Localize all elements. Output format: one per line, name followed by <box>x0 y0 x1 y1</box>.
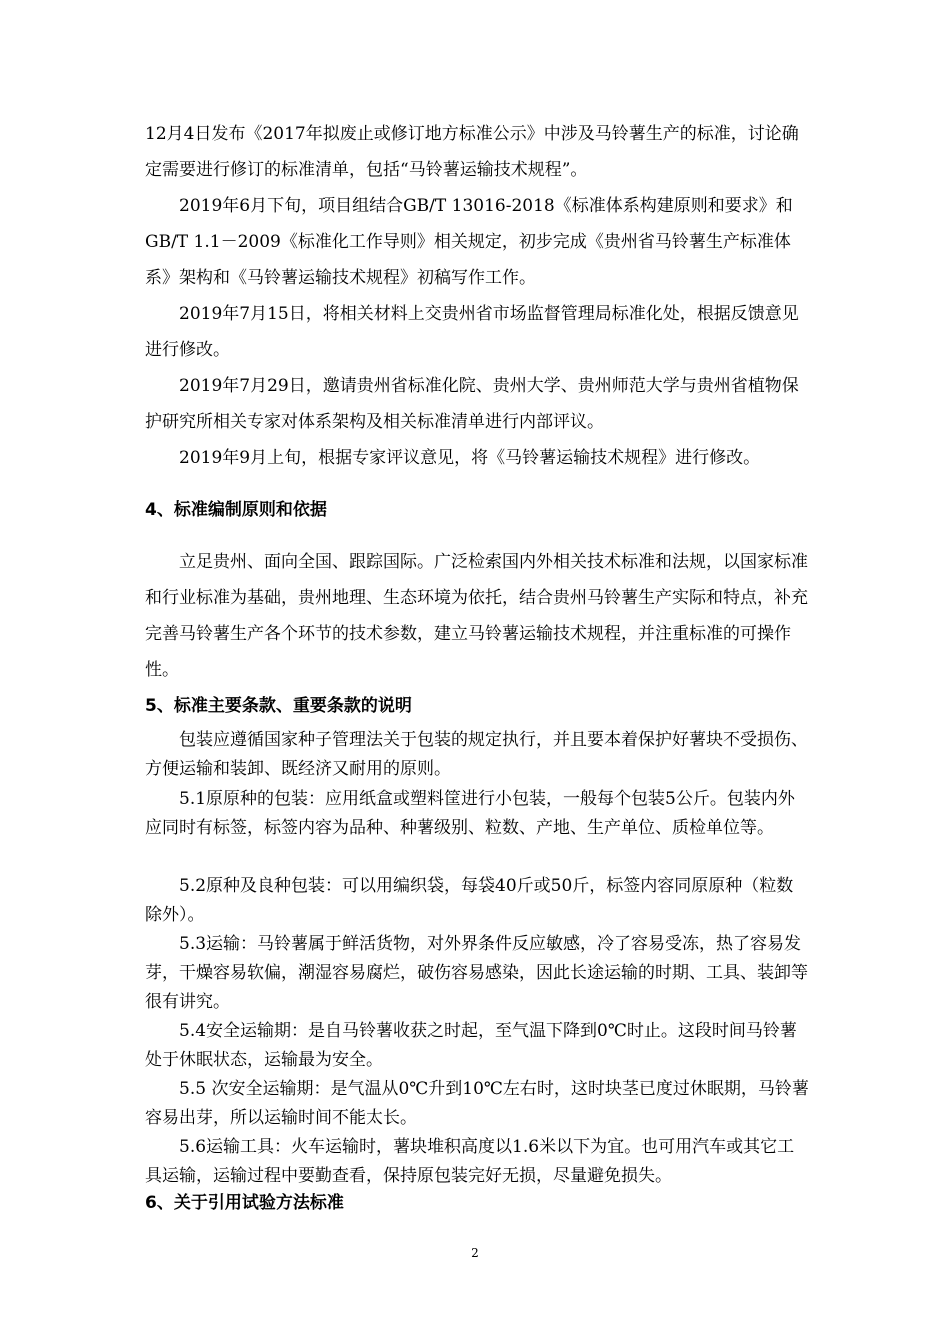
section-4-heading: 4、标准编制原则和依据 <box>145 500 327 520</box>
item-5-1: 5.1原原种的包装：应用纸盒或塑料筐进行小包装，一般每个包装5公斤。包装内外应同时有标签，标签内容为品种、种薯级别、粒数、产地、生产单位、质检单位等。 <box>145 789 795 838</box>
section-4-body: 立足贵州、面向全国、跟踪国际。广泛检索国内外相关技术标准和法规，以国家标准和行业标准为基础，贵州地理、生态环境为依托，结合贵州马铃薯生产实际和特点，补充完善马铃薯生产各个环节的技术参数，建立马铃薯运输技术规程，并注重标准的可操作性。 <box>145 552 808 680</box>
paragraph-dec4: 12月4日发布《2017年拟废止或修订地方标准公示》中涉及马铃薯生产的标准，讨论确定需要进行修订的标准清单，包括“马铃薯运输技术规程”。 <box>145 124 799 180</box>
paragraph-jun2019: 2019年6月下旬，项目组结合GB/T 13016-2018《标准体系构建原则和要求》和GB/T 1.1－2009《标准化工作导则》相关规定，初步完成《贵州省马铃薯生产标准体系》架构和《马铃薯运输技术规程》初稿写作工作。 <box>145 196 793 288</box>
section-6-heading: 6、关于引用试验方法标准 <box>145 1193 344 1213</box>
item-5-4: 5.4安全运输期：是自马铃薯收获之时起，至气温下降到0℃时止。这段时间马铃薯处于休眠状态，运输最为安全。 <box>145 1021 797 1070</box>
item-5-6: 5.6运输工具：火车运输时，薯块堆积高度以1.6米以下为宜。也可用汽车或其它工具运输，运输过程中要勤查看，保持原包装完好无损，尽量避免损失。 <box>145 1137 795 1186</box>
section-5-heading: 5、标准主要条款、重要条款的说明 <box>145 696 412 716</box>
page-number: 2 <box>471 1246 479 1260</box>
paragraph-jul15: 2019年7月15日，将相关材料上交贵州省市场监督管理局标准化处，根据反馈意见进行修改。 <box>145 304 799 360</box>
item-5-3: 5.3运输：马铃薯属于鲜活货物，对外界条件反应敏感，冷了容易受冻，热了容易发芽，干燥容易软偏，潮湿容易腐烂，破伤容易感染，因此长途运输的时期、工具、装卸等很有讲究。 <box>145 934 808 1012</box>
paragraph-jul29: 2019年7月29日，邀请贵州省标准化院、贵州大学、贵州师范大学与贵州省植物保护研究所相关专家对体系架构及相关标准清单进行内部评议。 <box>145 376 799 432</box>
item-5-5: 5.5 次安全运输期：是气温从0℃升到10℃左右时，这时块茎已度过休眠期，马铃薯容易出芽，所以运输时间不能太长。 <box>145 1079 809 1128</box>
paragraph-sep2019: 2019年9月上旬，根据专家评议意见，将《马铃薯运输技术规程》进行修改。 <box>179 448 761 468</box>
section-5-intro: 包装应遵循国家种子管理法关于包装的规定执行，并且要本着保护好薯块不受损伤、方便运输和装卸、既经济又耐用的原则。 <box>145 730 808 779</box>
item-5-2: 5.2原种及良种包装：可以用编织袋，每袋40斤或50斤，标签内容同原原种（粒数除外）。 <box>145 876 794 925</box>
